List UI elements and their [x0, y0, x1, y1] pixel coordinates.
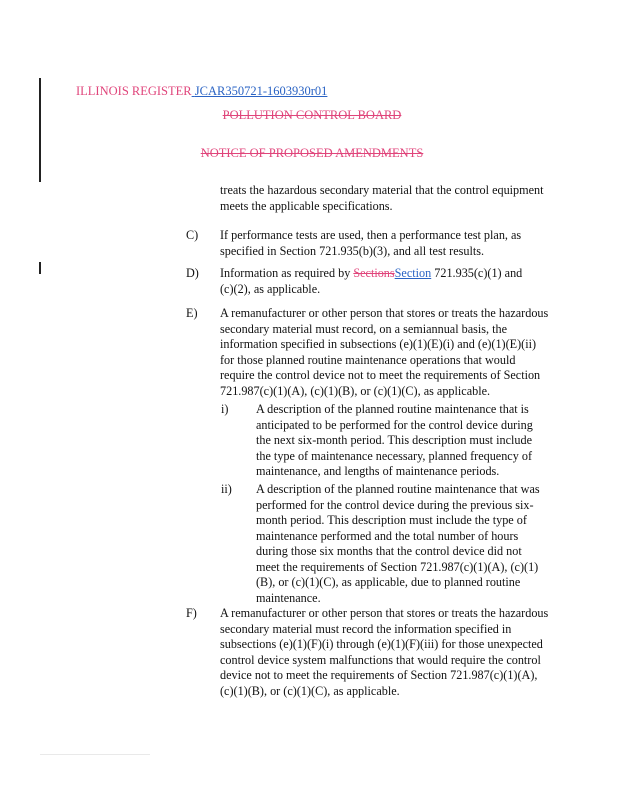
jcar-code: JCAR350721-1603930r01: [194, 84, 328, 98]
register-title: ILLINOIS REGISTER: [76, 84, 192, 98]
notice-title: NOTICE OF PROPOSED AMENDMENTS: [200, 146, 424, 160]
continuation-paragraph: treats the hazardous secondary material that the control equipment meets the applicable specifications.: [220, 183, 544, 213]
board-title: POLLUTION CONTROL BOARD: [222, 108, 402, 122]
item-text-c: If performance tests are used, then a performance test plan, as specified in Section 721.935(b)(3), and all test results.: [220, 228, 522, 258]
subitem-text-i: A description of the planned routine maintenance that is anticipated to be performed for the control device during the next six-month period. This description must include the type of maintenance necessary, planned frequency of maintenance, and lengths of maintenance periods.: [256, 402, 533, 478]
inserted-text: Section: [394, 266, 432, 280]
item-label-e: E): [186, 306, 198, 320]
register-header: [76, 84, 327, 99]
footer-rule: [40, 754, 150, 755]
item-label-f: F): [186, 606, 197, 620]
item-text-e: A remanufacturer or other person that stores or treats the hazardous secondary material must record, on a semiannual basis, the information specified in subsections (e)(1)(E)(i) and (e)(1)(E)(ii) for those planned routine maintenance operations that would require the control device not to meet the requirements of Section 721.987(c)(1)(A), (c)(1)(B), or (c)(1)(C), as applicable.: [220, 306, 549, 398]
deleted-text: Sections: [353, 266, 395, 280]
subitem-label-i: i): [221, 402, 229, 416]
item-label-d: D): [186, 266, 199, 280]
change-bar-middle: [39, 262, 41, 274]
item-text-f: A remanufacturer or other person that stores or treats the hazardous secondary material must record the information specified in subsections (e)(1)(F)(i) through (e)(1)(F)(iii) for those unexpected control device system malfunctions that would require the control device not to meet the requirements of Section 721.987(c)(1)(A), (c)(1)(B), or (c)(1)(C), as applicable.: [220, 606, 549, 698]
subitem-label-ii: ii): [221, 482, 232, 496]
change-bar-top: [39, 78, 41, 182]
item-label-c: C): [186, 228, 199, 242]
item-text-d: Information as required by SectionsSection 721.935(c)(1) and (c)(2), as applicable.: [220, 266, 523, 296]
subitem-text-ii: A description of the planned routine maintenance that was performed for the control device during the previous six-month period. This description must include the type of maintenance performed and the total number of hours during those six months that the control device did not meet the requirements of Section 721.987(c)(1)(A), (c)(1)(B), or (c)(1)(C), as applicable, due to planned routine maintenance.: [256, 482, 540, 605]
